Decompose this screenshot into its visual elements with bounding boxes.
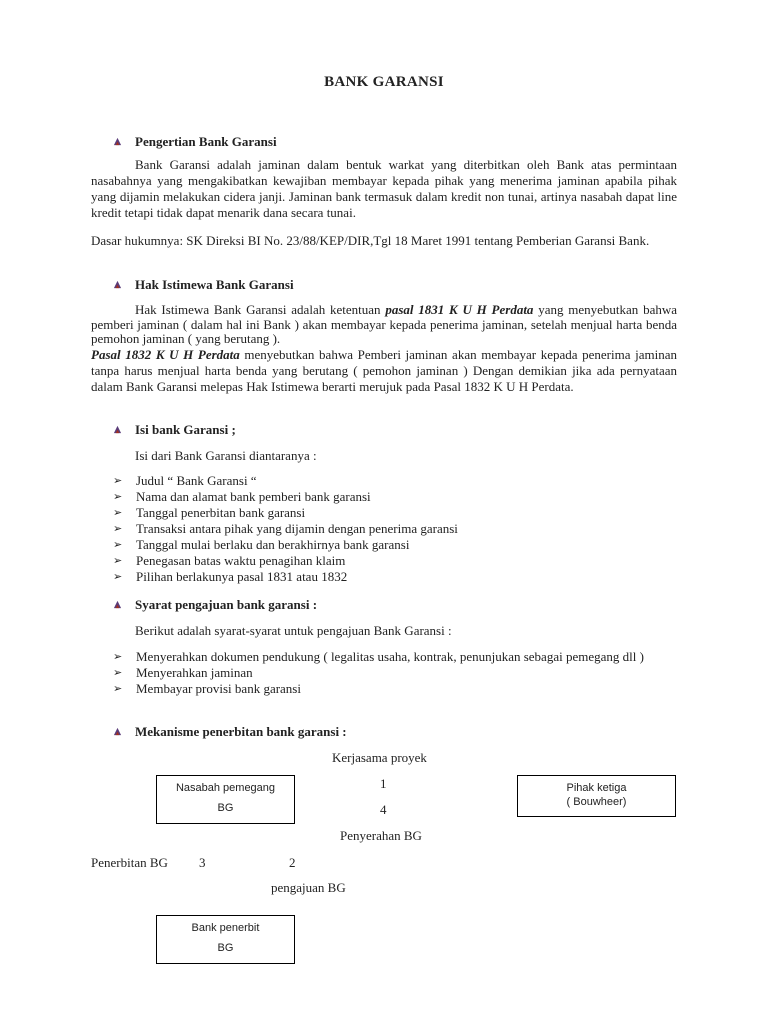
list-item: ➢ Menyerahkan jaminan <box>113 665 253 680</box>
step-number-4: 4 <box>380 802 387 817</box>
arrowhead-bullet-icon: ➢ <box>113 651 123 663</box>
isi-list <box>113 473 678 585</box>
box-bank-line1: Bank penerbit <box>191 922 260 934</box>
step-number-1: 1 <box>380 776 387 791</box>
hak-text-end: yang menyebutkan bahwa pemberi jaminan ( dalam hal ini Bank ) akan membayar kepada penerima jaminan, setelah menjual harta benda pemohon jaminan ( yang berutang ). <box>91 302 678 346</box>
section-heading-mekanisme: Mekanisme penerbitan bank garansi : <box>135 724 347 739</box>
section-heading-isi: Isi bank Garansi ; <box>135 422 236 437</box>
isi-intro: Isi dari Bank Garansi diantaranya : <box>135 448 317 463</box>
section-heading-pengertian: Pengertian Bank Garansi <box>135 134 277 149</box>
pushpin-bullet-icon <box>113 280 122 289</box>
box-nasabah-pemegang <box>156 775 295 824</box>
section-heading-hak-istimewa: Hak Istimewa Bank Garansi <box>135 277 294 292</box>
pushpin-bullet-icon <box>113 137 122 146</box>
box-nasabah-line1: Nasabah pemegang <box>175 782 276 794</box>
box-nasabah-line2: BG <box>217 802 234 814</box>
list-item: ➢ Judul “ Bank Garansi “ <box>113 473 257 488</box>
arrowhead-bullet-icon: ➢ <box>113 667 123 679</box>
box-bank-line2: BG <box>217 942 234 954</box>
paragraph-dasar-hukum: Dasar hukumnya: SK Direksi BI No. 23/88/KEP/DIR,Tgl 18 Maret 1991 tentang Pemberian Garansi Bank. <box>91 233 650 248</box>
pushpin-bullet-icon <box>113 727 122 736</box>
paragraph-pengertian <box>91 157 677 221</box>
document-title: BANK GARANSI <box>324 74 444 90</box>
pushpin-bullet-icon <box>113 600 122 609</box>
list-item: ➢ Membayar provisi bank garansi <box>113 681 301 696</box>
arrowhead-bullet-icon: ➢ <box>113 683 123 695</box>
hak-pasal-1831: pasal 1831 K U H Perdata <box>385 302 534 317</box>
paragraph-hak-2 <box>91 347 677 395</box>
list-item: ➢ Nama dan alamat bank pemberi bank garansi <box>113 489 371 504</box>
arrowhead-bullet-icon: ➢ <box>113 475 123 487</box>
label-kerjasama-proyek: Kerjasama proyek <box>332 750 427 765</box>
box-pihak-line1: Pihak ketiga <box>566 782 627 794</box>
arrowhead-bullet-icon: ➢ <box>113 539 123 551</box>
list-item: ➢ Tanggal mulai berlaku dan berakhirnya bank garansi <box>113 537 410 552</box>
hak-text-2: menyebutkan bahwa Pemberi jaminan akan membayar kepada penerima jaminan tanpa harus menjual harta benda yang berutang ( pemohon jaminan ) Dengan demikian jika ada pernyataan dalam Bank Garansi melepas Hak Istimewa berarti merujuk pada Pasal 1832 K U H Perdata. <box>91 347 677 394</box>
arrowhead-bullet-icon: ➢ <box>113 571 123 583</box>
box-pihak-ketiga <box>517 775 676 817</box>
step-number-2: 2 <box>289 855 296 870</box>
arrowhead-bullet-icon: ➢ <box>113 491 123 503</box>
hak-pasal-1832: Pasal 1832 K U H Perdata <box>91 347 240 362</box>
arrowhead-bullet-icon: ➢ <box>113 523 123 535</box>
list-item: ➢ Pilihan berlakunya pasal 1831 atau 1832 <box>113 569 348 584</box>
list-item: ➢ Menyerahkan dokumen pendukung ( legalitas usaha, kontrak, penunjukan sebagai pemegang dll ) <box>113 649 644 664</box>
pushpin-bullet-icon <box>113 425 122 434</box>
hak-text-start: Hak Istimewa Bank Garansi adalah ketentuan <box>135 302 386 317</box>
label-pengajuan-bg: pengajuan BG <box>271 880 346 895</box>
pengertian-text: Bank Garansi adalah jaminan dalam bentuk warkat yang diterbitkan oleh Bank atas permintaan nasabahnya yang mengakibatkan kewajiban membayar kepada pihak yang menerima jaminan apabila pihak yang dijamin melakukan cidera janji. Jaminan bank termasuk dalam kredit non tunai, artinya nasabah dapat line kredit tetapi tidak dapat menarik dana secara tunai. <box>91 157 677 220</box>
syarat-intro: Berikut adalah syarat-syarat untuk pengajuan Bank Garansi : <box>135 623 452 638</box>
step-number-3: 3 <box>199 855 206 870</box>
paragraph-hak-1 <box>91 303 677 347</box>
list-item: ➢ Tanggal penerbitan bank garansi <box>113 505 306 520</box>
list-item: ➢ Transaksi antara pihak yang dijamin dengan penerima garansi <box>113 521 458 536</box>
label-penyerahan-bg: Penyerahan BG <box>340 828 422 843</box>
label-penerbitan-bg: Penerbitan BG <box>91 855 168 870</box>
syarat-list <box>113 649 678 697</box>
arrowhead-bullet-icon: ➢ <box>113 507 123 519</box>
box-pihak-line2: ( Bouwheer) <box>566 796 627 808</box>
section-heading-syarat: Syarat pengajuan bank garansi : <box>135 597 318 612</box>
list-item: ➢ Penegasan batas waktu penagihan klaim <box>113 553 346 568</box>
box-bank-penerbit <box>156 915 295 964</box>
arrowhead-bullet-icon: ➢ <box>113 555 123 567</box>
